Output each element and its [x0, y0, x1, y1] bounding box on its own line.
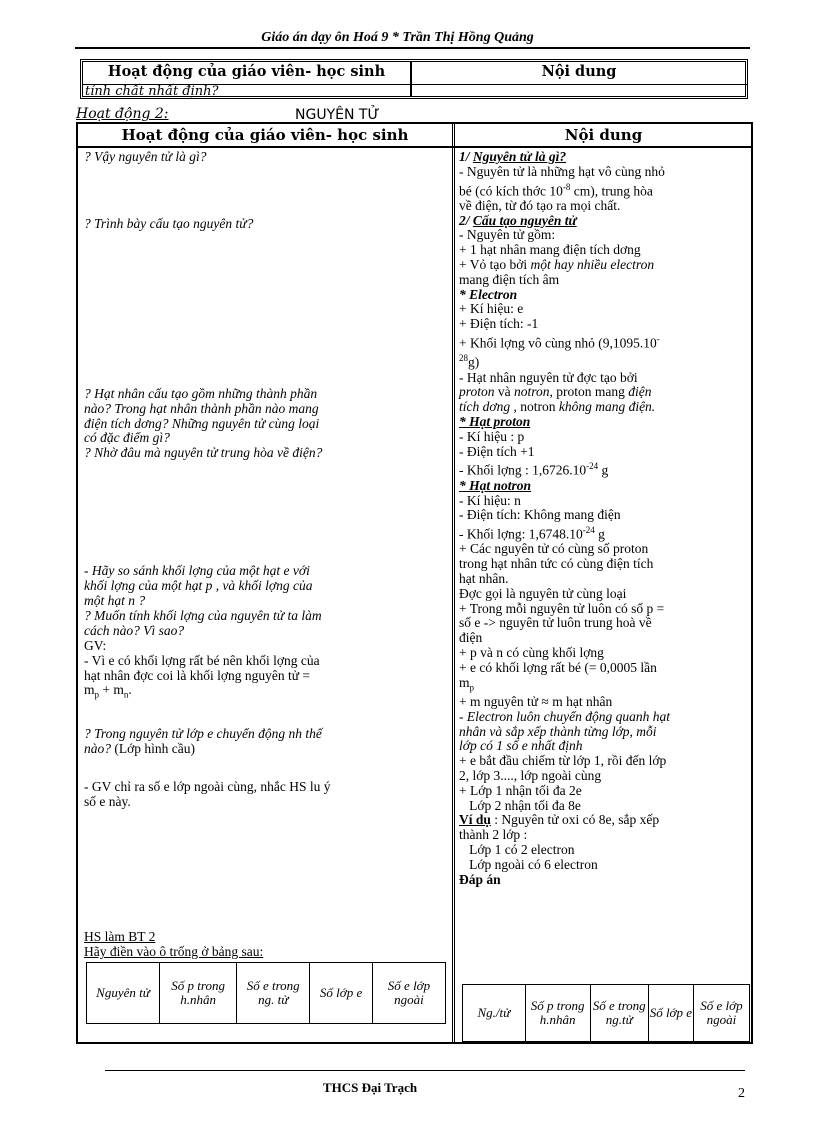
top-table-row: tính chất nhất định? [83, 84, 747, 99]
left-hs2: Hãy điền vào ô trống ở bảng sau: [84, 944, 264, 959]
right-th-3: Số e trong ng.tử [590, 985, 648, 1042]
left-hs: HS làm BT 2 [84, 929, 156, 944]
right-th-5: Số e lớp ngoài [693, 985, 749, 1042]
top-table [80, 59, 748, 99]
top-table-col2: Nội dung [541, 63, 617, 80]
left-q4: ? Nhờ đâu mà nguyên tử trung hòa về điện? [84, 445, 323, 460]
left-q2: ? Trình bày cấu tạo nguyên tử? [84, 216, 254, 231]
left-th-5: Số e lớp ngoài [372, 963, 445, 1024]
left-q1: ? Vậy nguyên tử là gì? [84, 149, 207, 164]
activity-name: NGUYÊN TỬ [295, 107, 380, 123]
right-th-1: Ng./tử [463, 985, 526, 1042]
left-gv-note: - GV chỉ ra số e lớp ngoài cùng, nhắc HS lu ý số e này. [84, 779, 331, 809]
header-divider [75, 47, 750, 49]
right-th-2: Số p trong h.nhân [525, 985, 590, 1042]
left-exercise-table [86, 962, 446, 1024]
activity-label: Hoạt động 2: [76, 106, 169, 122]
right-content: 1/ Nguyên tử là gì? - Nguyên tử là những hạt vô cùng nhỏ bé (có kích thớc $10^{-8}$ cm), trung hòa về điện, từ đó tạo ra mọi chất. 2/ Cấu tạo nguyên tử - Nguyên tử gồm: + 1 hạt nhân mang điện tích dơng + Vỏ tạo bởi một hay nhiều electron mang điện tích âm * Electron + Kí hiệu: e + Điện tích: -1 + Khối lợng vô cùng nhỏ (9,1095.10- $^{28}$g) - Hạt nhân nguyên tử đợc tạo bởi proton và notron, proton mang điện tích dơng , notron không mang điện. * Hạt proton - Kí hiệu : p - Điện tích +1 - Khối lợng : $1,6726.10^{-24}$ g * Hạt notron - Kí hiệu: n - Điện tích: Không mang điện - Khối lợng: $1,6748.10^{-24}$ g + Các nguyên tử có cùng số proton trong hạt nhân tức có cùng điện tích hạt nhân. Đợc gọi là nguyên tử cùng loại + Trong mỗi nguyên tử luôn có số p = số e -> nguyên tử luôn trung hoà về điện + p và n có cùng khối lợng + e có khối lợng rất bé (= 0,0005 lần $m_p$ + m nguyên tử ≈ m hạt nhân - Electron luôn chuyển động quanh hạt nhân và sắp xếp thành từng lớp, mỗi lớp có 1 số e nhất định + e bắt đầu chiếm từ lớp 1, rồi đến lớp 2, lớp 3...., lớp ngoài cùng + Lớp 1 nhận tối đa 2e Lớp 2 nhận tối đa 8e Ví dụ : Nguyên tử oxi có 8e, sắp xếp thành 2 lớp : Lớp 1 có 2 electron Lớp ngoài có 6 electron Đáp án [459, 149, 670, 887]
left-q6: ? Muốn tính khối lợng của nguyên tử ta làm cách nào? Vì sao? [84, 608, 322, 638]
main-table-col1: Hoạt động của giáo viên- học sinh [121, 126, 409, 144]
page-number: 2 [738, 1086, 745, 1101]
right-answer-table [462, 984, 750, 1042]
footer-school: THCS Đại Trạch [322, 1080, 418, 1095]
footer-divider [105, 1070, 745, 1071]
main-table [76, 122, 753, 1044]
left-th-3: Số e trong ng. tử [237, 963, 310, 1024]
left-q5: - Hãy so sánh khối lợng của một hạt e với khối lợng của một hạt p , và khối lợng của một hạt n ? [84, 563, 313, 608]
main-table-col2: Nội dung [564, 126, 643, 144]
left-q3: ? Hạt nhân cấu tạo gồm những thành phần nào? Trong hạt nhân thành phần nào mang điện tích dơng? Những nguyên tử cùng loại có đặc điểm gì? [84, 386, 320, 446]
top-table-col1: Hoạt động của giáo viên- học sinh [107, 63, 386, 80]
right-th-4: Số lớp e [648, 985, 693, 1042]
left-th-1: Nguyên tử [87, 963, 160, 1024]
left-th-4: Số lớp e [310, 963, 373, 1024]
page-header: Giáo án dạy ôn Hoá 9 * Trần Thị Hồng Quảng [261, 30, 534, 45]
left-q7: ? Trong nguyên tử lớp e chuyển động nh thế nào? (Lớp hình cầu) [84, 726, 322, 756]
left-th-2: Số p trong h.nhân [160, 963, 237, 1024]
left-gv: GV: - Vì e có khối lợng rất bé nên khối lợng của hạt nhân đợc coi là khối lợng nguyên tử = $m_p + m_n$. [84, 638, 320, 701]
